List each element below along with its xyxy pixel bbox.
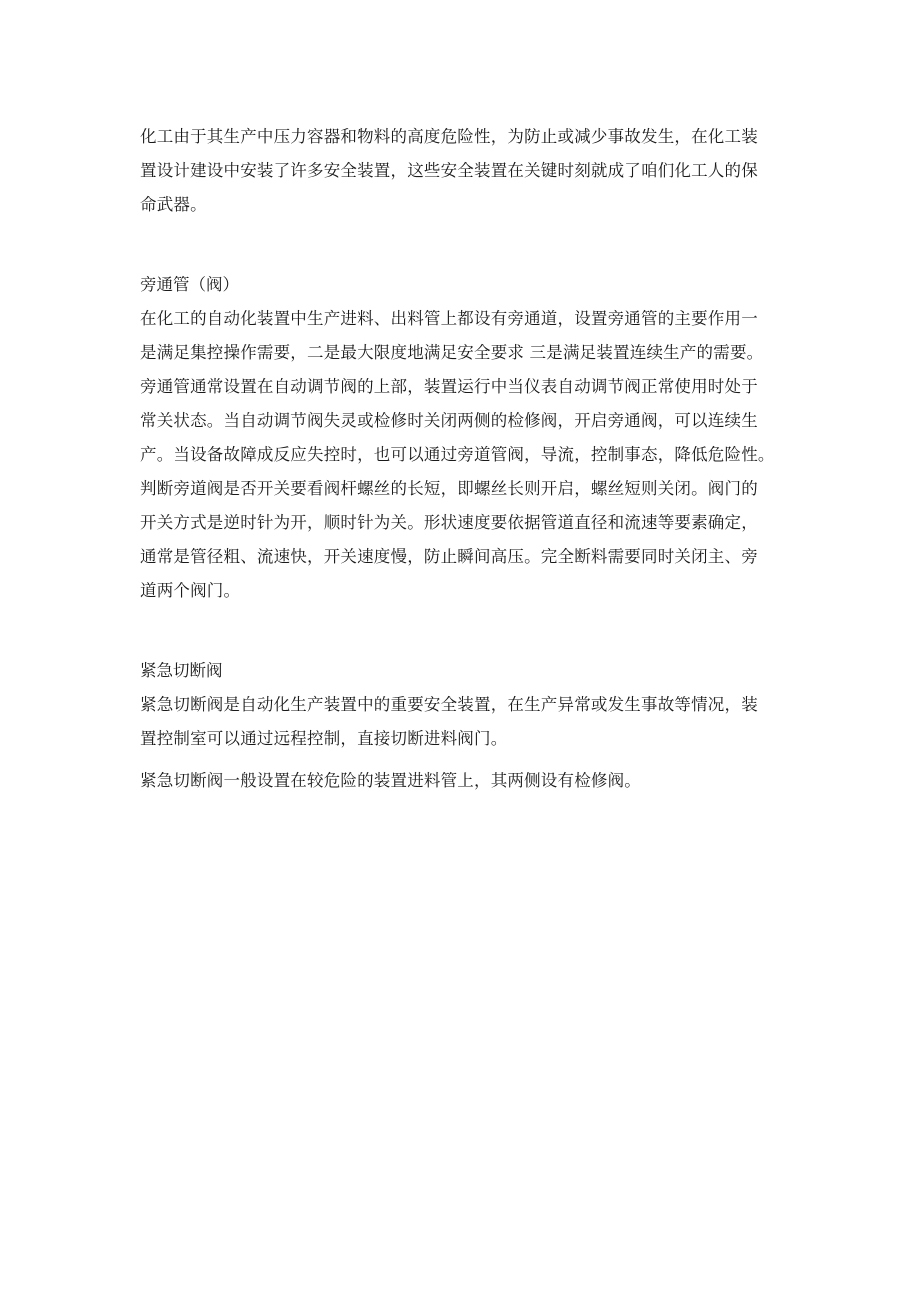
paragraph-spacer <box>140 756 780 764</box>
section-title-emergency-valve: 紧急切断阀 <box>140 661 223 680</box>
section-bypass <box>140 268 780 608</box>
bypass-line: 旁通管通常设置在自动调节阀的上部，装置运行中当仪表自动调节阀正常使用时处于 <box>140 377 758 396</box>
emergency-valve-line: 紧急切断阀一般设置在较危险的装置进料管上，其两侧设有检修阀。 <box>140 771 641 790</box>
document-page <box>140 120 780 798</box>
section-title-bypass: 旁通管（阀） <box>140 275 239 294</box>
intro-paragraph <box>140 120 780 222</box>
bypass-line: 道两个阀门。 <box>140 581 241 600</box>
intro-line: 置设计建设中安装了许多安全装置，这些安全装置在关键时刻就成了咱们化工人的保 <box>140 161 758 180</box>
section-emergency-valve <box>140 654 780 798</box>
bypass-line: 产。当设备故障成反应失控时，也可以通过旁道管阀，导流，控制事态，降低危险性。 <box>140 445 775 464</box>
emergency-valve-line: 置控制室可以通过远程控制，直接切断进料阀门。 <box>140 729 508 748</box>
section-spacer <box>140 222 780 268</box>
intro-line: 命武器。 <box>140 195 207 214</box>
bypass-line: 在化工的自动化装置中生产进料、出料管上都设有旁通道，设置旁通管的主要作用一 <box>140 309 758 328</box>
section-spacer <box>140 608 780 654</box>
bypass-line: 判断旁道阀是否开关要看阀杆螺丝的长短，即螺丝长则开启，螺丝短则关闭。阀门的 <box>140 479 758 498</box>
bypass-line: 是满足集控操作需要，二是最大限度地满足安全要求 三是满足装置连续生产的需要。 <box>140 343 764 362</box>
bypass-line: 开关方式是逆时针为开，顺时针为关。形状速度要依据管道直径和流速等要素确定， <box>140 513 758 532</box>
intro-line: 化工由于其生产中压力容器和物料的高度危险性，为防止或减少事故发生，在化工装 <box>140 127 758 146</box>
bypass-line: 通常是管径粗、流速快，开关速度慢，防止瞬间高压。完全断料需要同时关闭主、旁 <box>140 547 758 566</box>
emergency-valve-line: 紧急切断阀是自动化生产装置中的重要安全装置，在生产异常或发生事故等情况，装 <box>140 695 758 714</box>
bypass-line: 常关状态。当自动调节阀失灵或检修时关闭两侧的检修阀，开启旁通阀，可以连续生 <box>140 411 758 430</box>
